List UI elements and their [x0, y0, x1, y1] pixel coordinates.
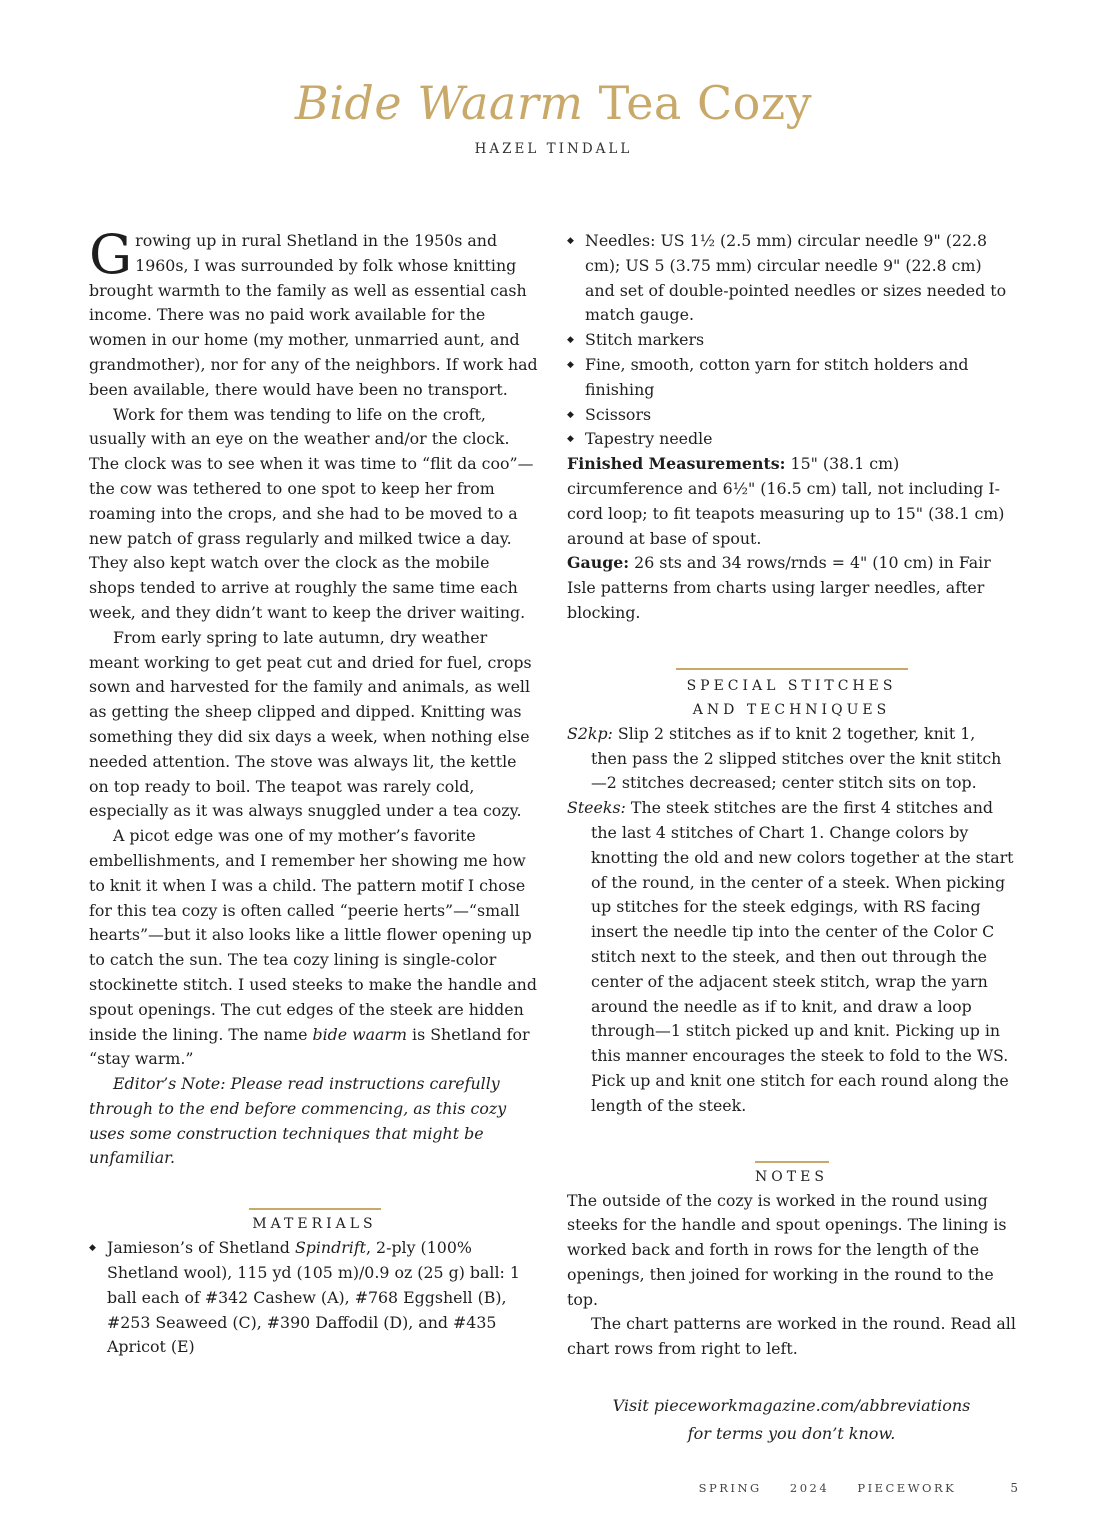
finished-measurements — [567, 452, 1016, 551]
materials-item: ◆ Scissors — [567, 403, 1016, 428]
intro-paragraph-4 — [89, 824, 540, 1072]
finished-measurements-label: Finished Measurements: — [567, 454, 786, 474]
abbreviations-note-line-2: for terms you don’t know. — [687, 1424, 896, 1444]
notes-paragraph-1: The outside of the cozy is worked in the round using steeks for the handle and spout openings. The lining is worked back and forth in rows for the length of the openings, then joined for working in the round to the top. — [567, 1190, 1007, 1309]
notes-heading: NOTES — [755, 1168, 828, 1185]
s2kp-text: Slip 2 stitches as if to knit 2 together, knit 1, then pass the 2 slipped stitches over the knit stitch—2 stitches decreased; center stitch sits on top. — [591, 723, 1002, 793]
abbreviations-note — [567, 1392, 1016, 1448]
materials-list — [89, 1236, 540, 1360]
special-stitches-heading — [567, 674, 1016, 722]
special-heading-line-1: SPECIAL STITCHES — [686, 677, 897, 694]
author-byline: HAZEL TINDALL — [474, 141, 633, 157]
gauge-text: 26 sts and 34 rows/rnds = 4" (10 cm) in Fair Isle patterns from charts using larger needles, after blocking. — [567, 553, 991, 622]
s2kp-label: S2kp: — [567, 723, 613, 743]
abbreviations-note-line-1: Visit pieceworkmagazine.com/abbreviations — [612, 1396, 971, 1416]
yarn-name: Spindrift — [294, 1238, 367, 1258]
gauge — [567, 551, 1016, 625]
materials-yarn-item — [89, 1236, 540, 1360]
materials-item: ◆ Stitch markers — [567, 328, 1016, 353]
special-heading-line-2: AND TECHNIQUES — [692, 701, 891, 718]
intro-paragraph-1-text: rowing up in rural Shetland in the 1950s and 1960s, I was surrounded by folk whose knitting brought warmth to the family as well as essential cash income. There was no paid work available for the women in our home (my mother, unmarried aunt, and grandmother), nor for any of the neighbors. If work had been available, there would have been no transport. — [89, 231, 538, 399]
intro-paragraph-4-italic: bide waarm — [312, 1024, 407, 1044]
yarn-details: , 2-ply (100% Shetland wool), 115 yd (105 m)/0.9 oz (25 g) ball: 1 ball each of #342 Cashew (A), #768 Eggshell (B), #253 Seaweed (C), #390 Daffodil (D), and #435 Apricot (E) — [107, 1238, 520, 1357]
steeks-definition — [567, 796, 1016, 1118]
intro-paragraph-2: Work for them was tending to life on the croft, usually with an eye on the weather and/or the clock. The clock was to see when it was time to “flit da coo”—the cow was tethered to one spot to keep her from roaming into the crops, and she had to be moved to a new patch of grass regularly and milked twice a day. They also kept watch over the clock as the mobile shops tended to arrive at roughly the same time each week, and they didn’t want to keep the driver waiting. — [89, 404, 534, 622]
editor-note: Editor’s Note: Please read instructions carefully through to the end before commencing, as this cozy uses some construction techniques that might be unfamiliar. — [89, 1074, 507, 1168]
steeks-text: The steek stitches are the first 4 stitches and the last 4 stitches of Chart 1. Change colors by knotting the old and new colors together at the start of the round, in the center of a steek. When picking up stitches for the steek edgings, with RS facing insert the needle tip into the center of the Color C stitch next to the steek, and then out through the center of the adjacent steek stitch, wrap the yarn around the needle as if to knit, and draw a loop through—1 stitch picked up and knit. Picking up in this manner encourages the steek to fold to the WS. Pick up and knit one stitch for each round along the length of the steek. — [591, 798, 1014, 1115]
right-column — [567, 229, 1016, 1448]
title-italic-part: Bide Waarm — [294, 76, 584, 130]
materials-list-continued — [567, 229, 1016, 452]
title-regular-part: Tea Cozy — [598, 76, 813, 130]
intro-paragraph-1 — [89, 223, 540, 403]
page-number: 5 — [1010, 1481, 1018, 1495]
notes-paragraph-2: The chart patterns are worked in the round. Read all chart rows from right to left. — [567, 1314, 1016, 1359]
yarn-brand: Jamieson’s of Shetland — [107, 1238, 290, 1258]
intro-paragraph-4-end: is Shetland for “stay warm.” — [89, 1024, 530, 1069]
gauge-label: Gauge: — [567, 553, 630, 573]
intro-paragraph-3: From early spring to late autumn, dry weather meant working to get peat cut and dried for fuel, crops sown and harvested for the family and animals, as well as getting the sheep clipped and dipped. Knitting was something they did six days a week, when nothing else needed attention. The stove was always lit, the kettle on top ready to boil. The teapot was rarely cold, especially as it was always snuggled under a tea cozy. — [89, 627, 532, 821]
drop-cap: G — [89, 223, 133, 286]
footer-magazine: PIECEWORK — [857, 1481, 957, 1495]
article-title — [0, 78, 1107, 129]
notes-rule — [755, 1161, 829, 1163]
materials-item: ◆ Fine, smooth, cotton yarn for stitch holders and finishing — [567, 353, 1016, 403]
finished-measurements-text: 15" (38.1 cm) circumference and 6½" (16.5 cm) tall, not including I-cord loop; to fit teapots measuring up to 15" (38.1 cm) around at base of spout. — [567, 454, 1005, 548]
steeks-label: Steeks: — [567, 798, 626, 818]
materials-rule — [249, 1208, 381, 1210]
special-stitches-rule — [676, 668, 908, 670]
materials-item: ◆ Needles: US 1½ (2.5 mm) circular needle 9" (22.8 cm); US 5 (3.75 mm) circular needle 9" (22.8 cm) and set of double-pointed needles or sizes needed to match gauge. — [567, 229, 1016, 328]
intro-paragraph-4-start: A picot edge was one of my mother’s favorite embellishments, and I remember her showing me how to knit it when I was a child. The pattern motif I chose for this tea cozy is often called “peerie herts”—“small hearts”—but it also looks like a little flower opening up to catch the sun. The tea cozy lining is single-color stockinette stitch. I used steeks to make the handle and spout openings. The cut edges of the steek are hidden inside the lining. The name — [89, 826, 537, 1044]
left-column — [89, 223, 540, 1360]
materials-heading: MATERIALS — [252, 1216, 377, 1233]
footer-season: SPRING — [698, 1481, 762, 1495]
materials-item: ◆ Tapestry needle — [567, 427, 1016, 452]
s2kp-definition — [567, 722, 1016, 796]
footer-year: 2024 — [789, 1481, 830, 1495]
page-footer — [677, 1481, 1018, 1495]
